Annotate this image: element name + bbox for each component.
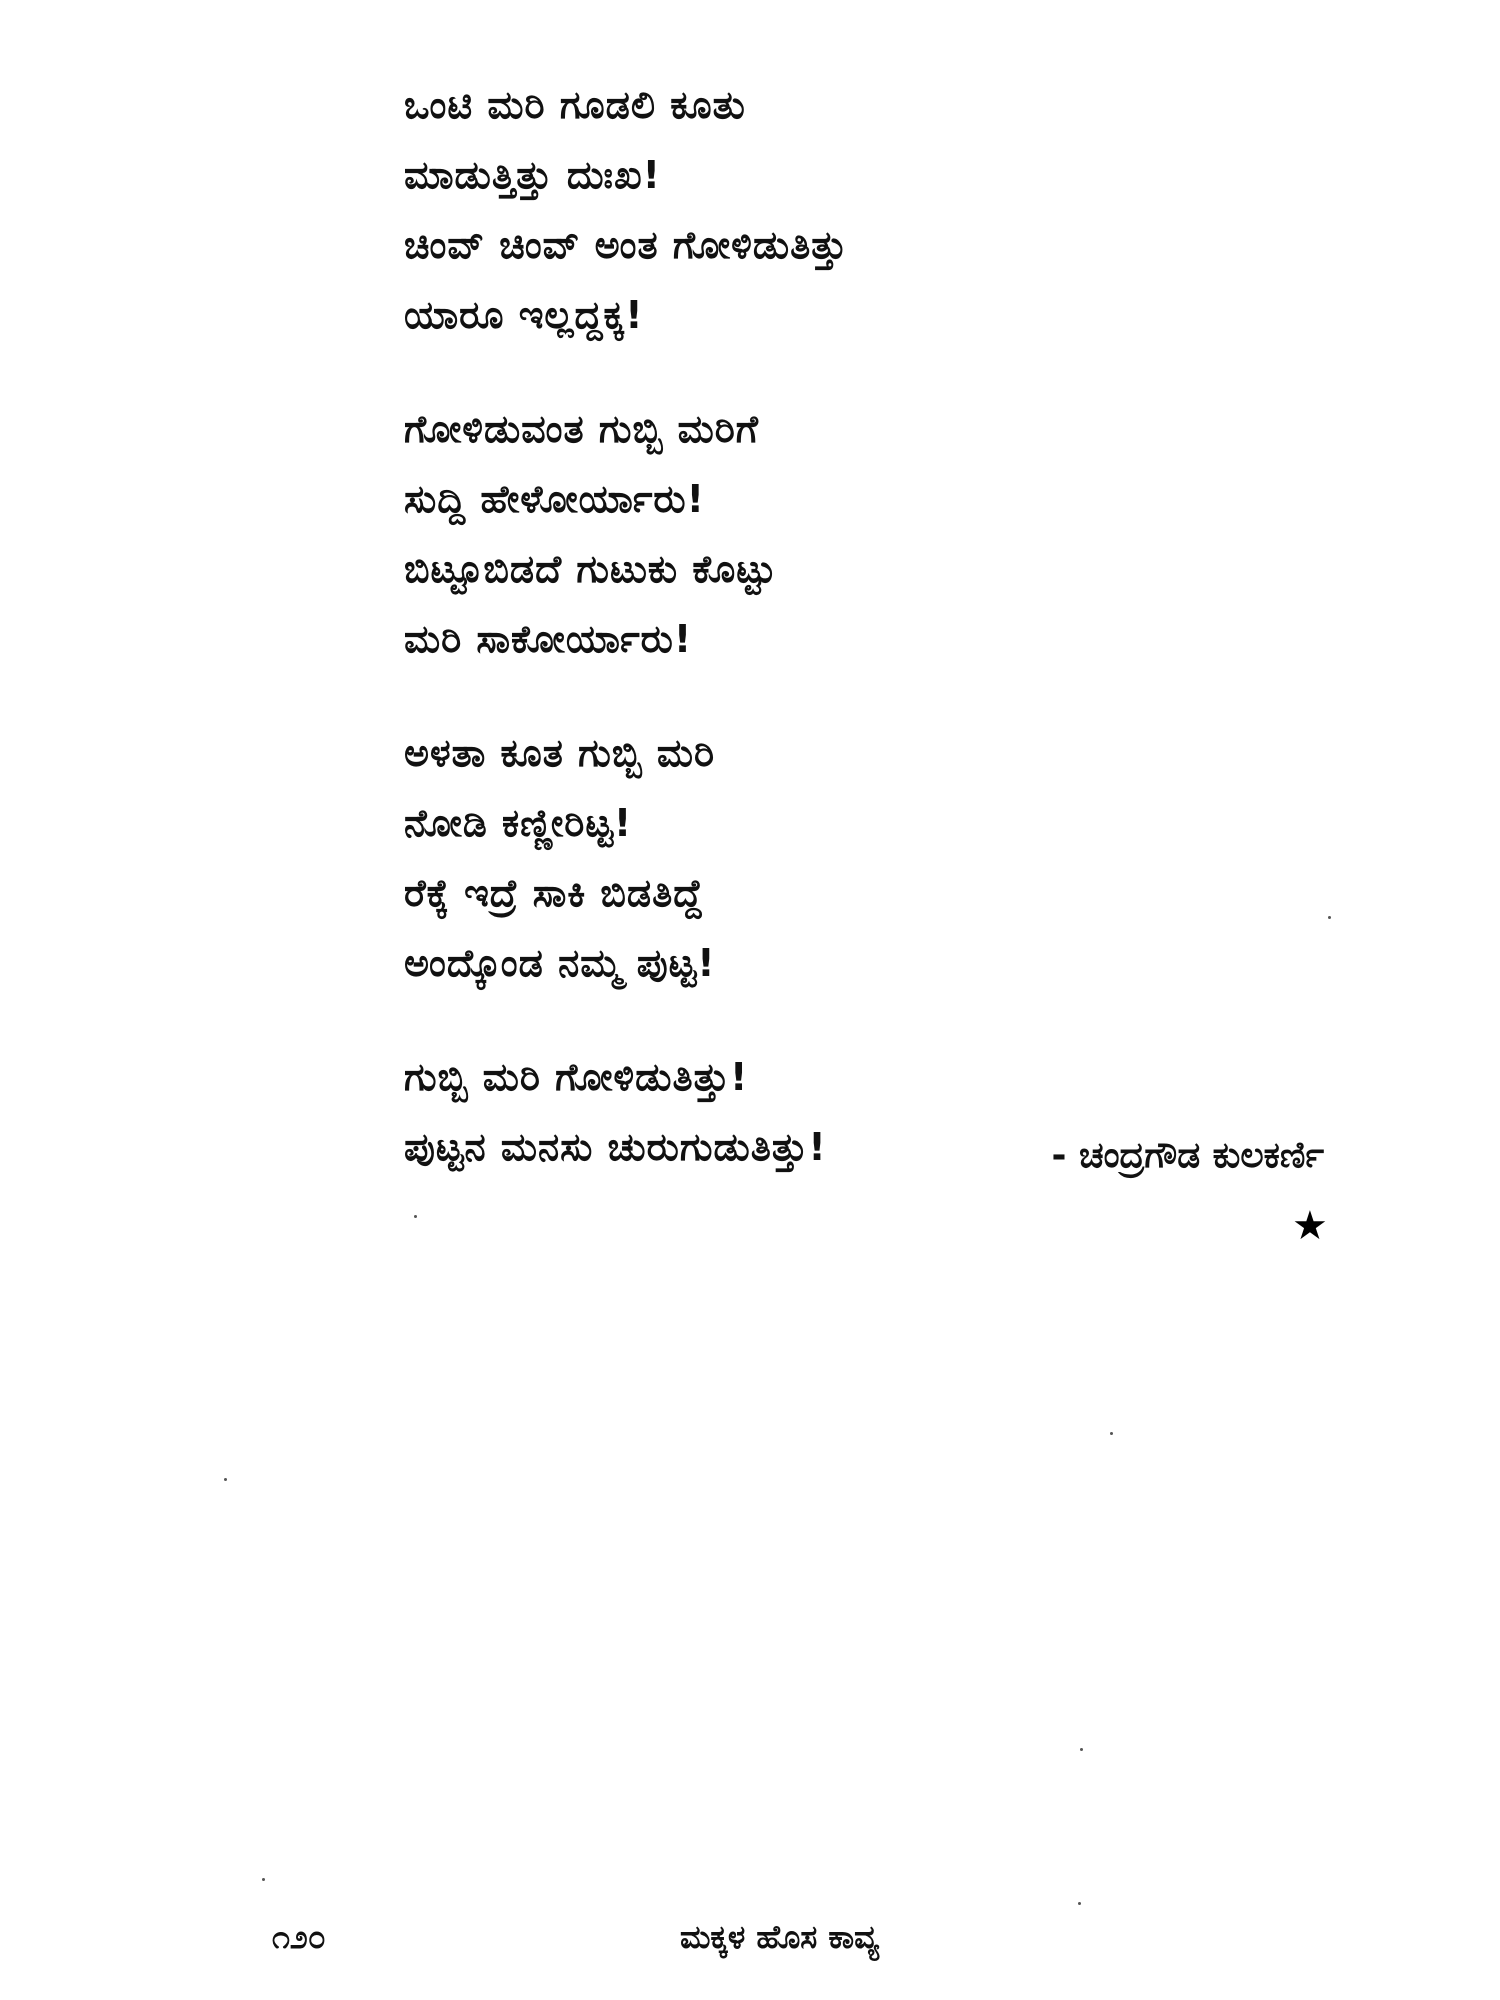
poem-line: ಮರಿ ಸಾಕೋರ್ಯಾರು!	[404, 617, 693, 661]
scan-speck	[262, 1878, 265, 1881]
scan-speck	[414, 1215, 417, 1218]
poem-line: ರೆಕ್ಕೆ ಇದ್ರೆ ಸಾಕಿ ಬಿಡತಿದ್ದೆ	[404, 871, 704, 915]
scan-speck	[1078, 1902, 1081, 1905]
poem-line: ನೋಡಿ ಕಣ್ಣೀರಿಟ್ಟ!	[404, 801, 633, 845]
stanza-3	[404, 718, 1164, 998]
poem-line: ಅಂದ್ಕೊಂಡ ನಮ್ಮ ಪುಟ್ಟ!	[404, 941, 716, 985]
page-number: ೧೨೦	[272, 1918, 326, 1956]
scan-speck	[1328, 916, 1331, 919]
stanza-2	[404, 394, 1164, 674]
book-title: ಮಕ್ಕಳ ಹೊಸ ಕಾವ್ಯ	[680, 1918, 880, 1956]
poem-line: ಗುಬ್ಬಿ ಮರಿ ಗೋಳಿಡುತಿತ್ತು!	[404, 1055, 749, 1099]
poem-line: ಮಾಡುತ್ತಿತ್ತು ದುಃಖ!	[404, 153, 661, 197]
stanza-4	[404, 1042, 1164, 1182]
poem-line: ಅಳತಾ ಕೂತ ಗುಬ್ಬಿ ಮರಿ	[404, 731, 716, 775]
star-icon: ★	[1292, 1203, 1328, 1249]
poem-line: ಗೋಳಿಡುವಂತ ಗುಬ್ಬಿ ಮರಿಗೆ	[404, 407, 759, 451]
poem-line: ಸುದ್ದಿ ಹೇಳೋರ್ಯಾರು!	[404, 477, 705, 521]
poem-line: ಚಿಂವ್ ಚಿಂವ್ ಅಂತ ಗೋಳಿಡುತಿತ್ತು	[404, 223, 848, 267]
author-attribution: - ಚಂದ್ರಗೌಡ ಕುಲಕರ್ಣಿ	[1051, 1135, 1324, 1176]
scan-speck	[1080, 1748, 1083, 1751]
poem-line: ಬಿಟ್ಟೂಬಿಡದೆ ಗುಟುಕು ಕೊಟ್ಟು	[404, 547, 777, 591]
poem-line: ಪುಟ್ಟನ ಮನಸು ಚುರುಗುಡುತಿತ್ತು!	[404, 1125, 827, 1169]
scan-speck	[224, 1478, 227, 1481]
poem-line: ಒಂಟಿ ಮರಿ ಗೂಡಲಿ ಕೂತು	[404, 83, 746, 127]
poem-line: ಯಾರೂ ಇಲ್ಲದ್ದಕ್ಕ!	[404, 293, 644, 337]
stanza-1	[404, 70, 1164, 350]
poem-body	[404, 70, 1164, 1222]
scan-speck	[1110, 1432, 1113, 1435]
